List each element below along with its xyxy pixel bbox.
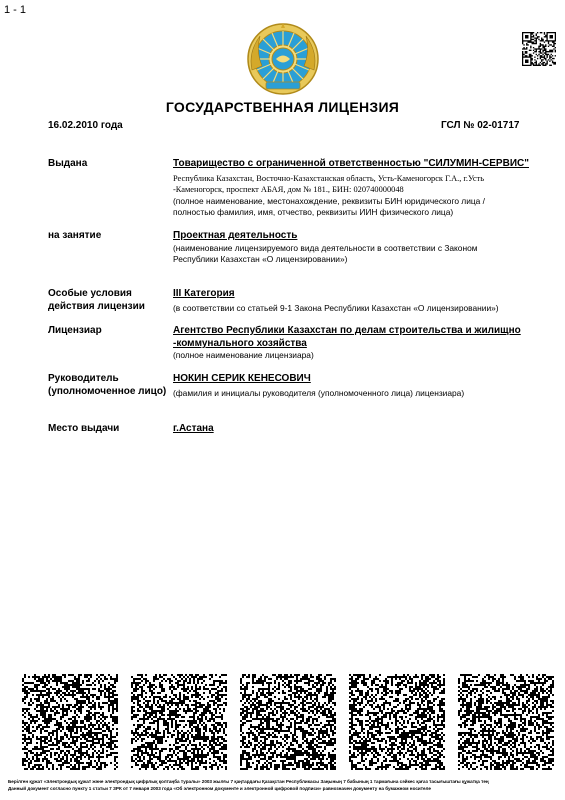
- conditions-value: III Категория: [173, 288, 235, 299]
- footer-line-kk: Берілген құжат «Электрондық құжат және электрондық цифрлық қолтаңба туралы» 2003 жылғы 7 қаңтардағы Қазақстан Республикасы Заңының 7 бабының 1 тармағына сәйкес қағаз тасығыштағы құжатқа тең: [8, 779, 489, 784]
- issued-to-label: Выдана: [48, 158, 88, 169]
- license-number: ГСЛ № 02-01717: [441, 120, 520, 131]
- qr-code-icon: [522, 32, 556, 66]
- licensee-address: Республика Казахстан, Восточно-Казахстанская область, Усть-Каменогорск Г.А., г.Усть -Каменогорск, проспект АБАЯ, дом № 181., БИН: 020740000048: [173, 174, 485, 194]
- licensor-label: Лицензиар: [48, 325, 102, 336]
- page-number: 1 - 1: [4, 4, 27, 16]
- issue-date: 16.02.2010 года: [48, 120, 123, 131]
- licensor-note: (полное наименование лицензиара): [173, 350, 314, 360]
- conditions-label-line1: Особые условия: [48, 288, 132, 299]
- head-label: [48, 372, 166, 398]
- state-emblem-icon: [246, 22, 320, 96]
- licensor-value-line1: Агентство Республики Казахстан по делам строительства и жилищно: [173, 325, 521, 336]
- conditions-label-line2: действия лицензии: [48, 301, 145, 312]
- activity-note: (наименование лицензируемого вида деятельности в соответствии с Законом Республики Казахстан «О лицензировании»): [173, 243, 478, 264]
- place-label: Место выдачи: [48, 423, 120, 434]
- barcode-5-icon: [458, 674, 554, 770]
- head-label-line2: (уполномоченное лицо): [48, 386, 167, 397]
- barcode-3-icon: [240, 674, 336, 770]
- barcode-4-icon: [349, 674, 445, 770]
- licensor-value-line2: -коммунального хозяйства: [173, 338, 307, 349]
- head-value: НОКИН СЕРИК КЕНЕСОВИЧ: [173, 373, 311, 384]
- footer-line-ru: Данный документ согласно пункту 1 статьи 7 ЗРК от 7 января 2003 года «Об электронном документе и электронной цифровой подписи» равнозначен документу на бумажном носителе: [8, 786, 431, 791]
- conditions-note: (в соответствии со статьей 9-1 Закона Республики Казахстан «О лицензировании»): [173, 303, 499, 313]
- barcode-2-icon: [131, 674, 227, 770]
- licensee-name: Товарищество с ограниченной ответственностью "СИЛУМИН-СЕРВИС": [173, 158, 529, 169]
- document-title: ГОСУДАРСТВЕННАЯ ЛИЦЕНЗИЯ: [165, 99, 400, 115]
- head-note: (фамилия и инициалы руководителя (уполномоченного лица) лицензиара): [173, 388, 465, 398]
- barcode-1-icon: [22, 674, 118, 770]
- licensee-note: (полное наименование, местонахождение, реквизиты БИН юридического лица / полностью фамилия, имя, отчество, реквизиты ИИН физического лица): [173, 196, 485, 217]
- licensor-value: [173, 324, 553, 350]
- head-label-line1: Руководитель: [48, 373, 119, 384]
- activity-label: на занятие: [48, 230, 102, 241]
- activity-value: Проектная деятельность: [173, 230, 298, 241]
- conditions-label: [48, 287, 145, 313]
- place-value: г.Астана: [173, 423, 214, 434]
